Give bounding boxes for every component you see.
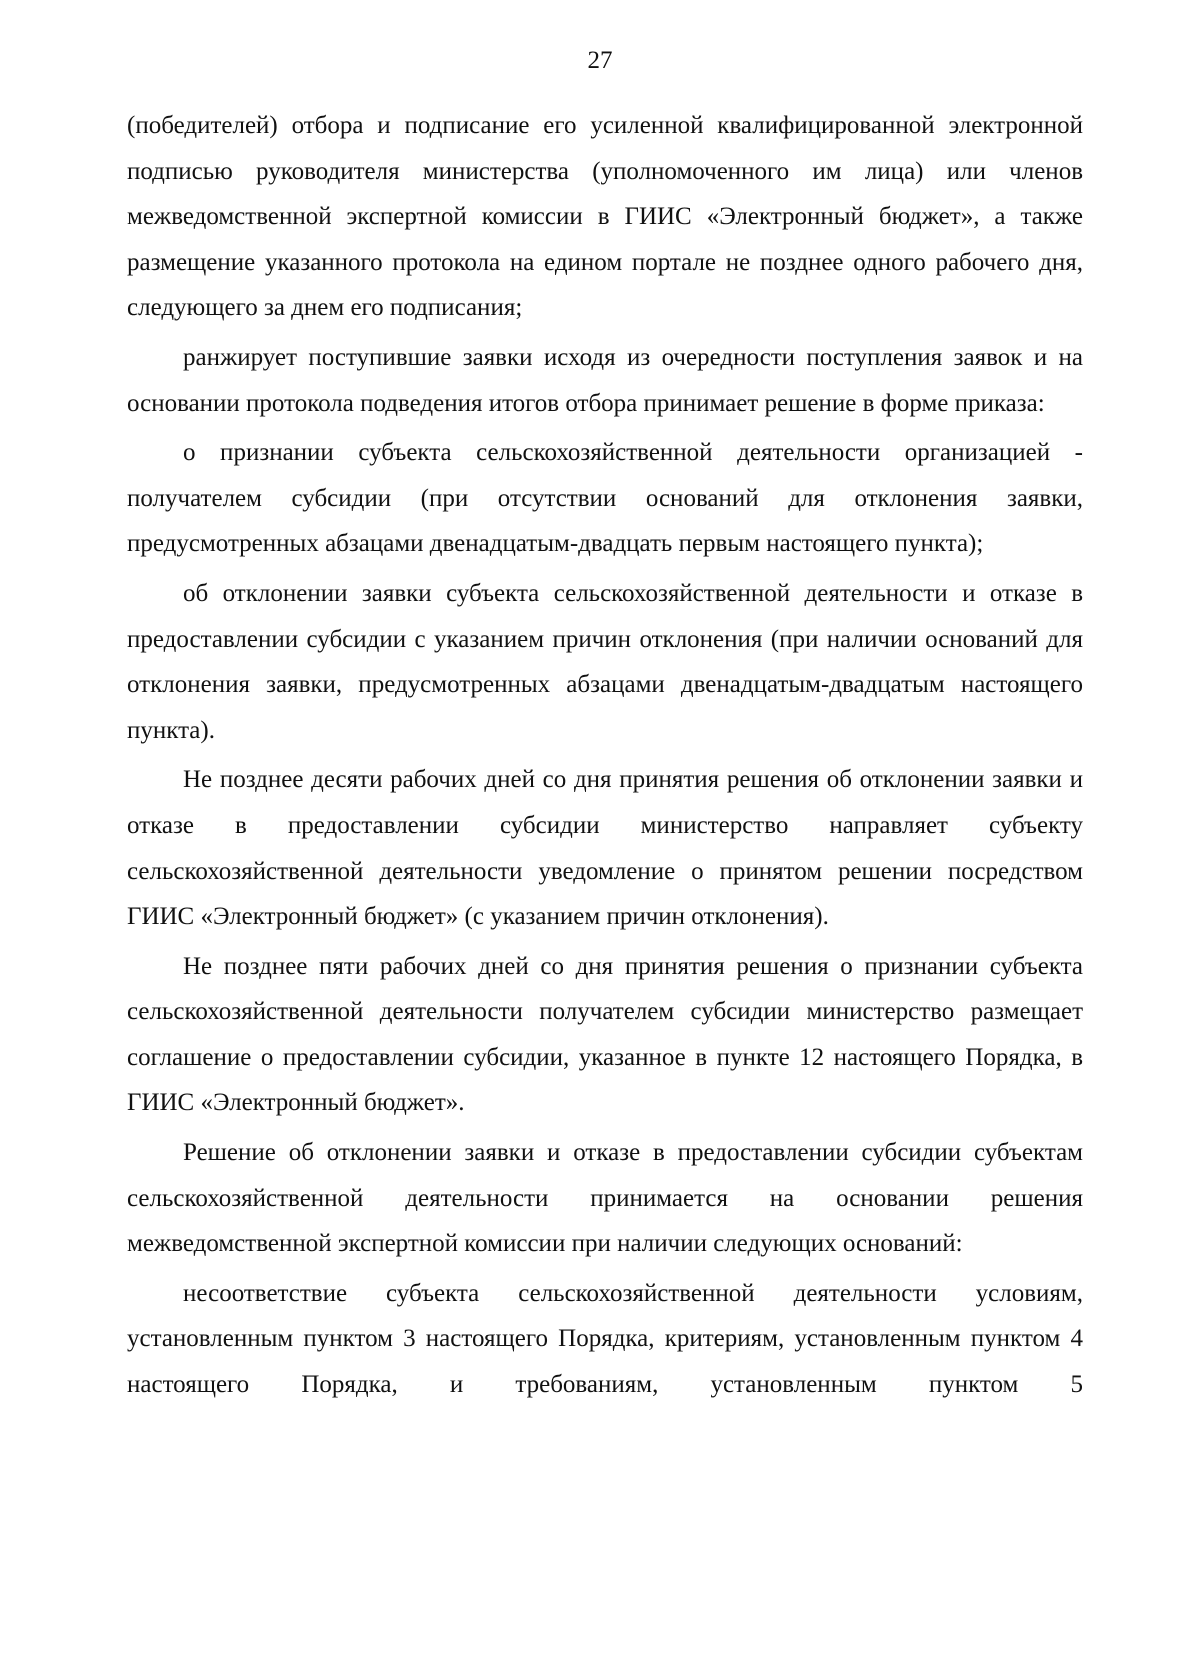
paragraph-rejection-grounds: Решение об отклонении заявки и отказе в предоставлении субсидии субъектам сельскохозяйственной деятельности принимается на основании решения межведомственной экспертной комиссии при наличии следующих оснований: [127, 1139, 1083, 1258]
paragraph-rejection: об отклонении заявки субъекта сельскохозяйственной деятельности и отказе в предоставлении субсидии с указанием причин отклонения (при наличии оснований для отклонения заявки, предусмотренных абзацами двенадцатым-двадцатым настоящего пункта). [127, 579, 1083, 744]
paragraph-notification: Не позднее десяти рабочих дней со дня принятия решения об отклонении заявки и отказе в предоставлении субсидии министерство направляет субъекту сельскохозяйственной деятельности уведомление о принятом решении посредством ГИИС «Электронный бюджет» (с указанием причин отклонения). [127, 766, 1083, 931]
paragraph-noncompliance: несоответствие субъекта сельскохозяйственной деятельности условиям, установленным пунктом 3 настоящего Порядка, критериям, установленным пунктом 4 настоящего Порядка, и требованиям, установленным пунктом 5 [127, 1279, 1083, 1399]
paragraph-recognition: о признании субъекта сельскохозяйственной деятельности организацией - получателем субсидии (при отсутствии оснований для отклонения заявки, предусмотренных абзацами двенадцатым-двадцать первым настоящего пункта); [127, 439, 1083, 558]
document-body [127, 103, 1083, 1408]
paragraph-continuation: (победителей) отбора и подписание его усиленной квалифицированной электронной подписью руководителя министерства (уполномоченного им лица) или членов межведомственной экспертной комиссии в ГИИС «Электронный бюджет», а также размещение указанного протокола на едином портале не позднее одного рабочего дня, следующего за днем его подписания; [127, 112, 1083, 322]
paragraph-ranking: ранжирует поступившие заявки исходя из очередности поступления заявок и на основании протокола подведения итогов отбора принимает решение в форме приказа: [127, 343, 1083, 417]
page-number: 27 [587, 47, 613, 74]
paragraph-agreement: Не позднее пяти рабочих дней со дня принятия решения о признании субъекта сельскохозяйственной деятельности получателем субсидии министерство размещает соглашение о предоставлении субсидии, указанное в пункте 12 настоящего Порядка, в ГИИС «Электронный бюджет». [127, 952, 1083, 1117]
